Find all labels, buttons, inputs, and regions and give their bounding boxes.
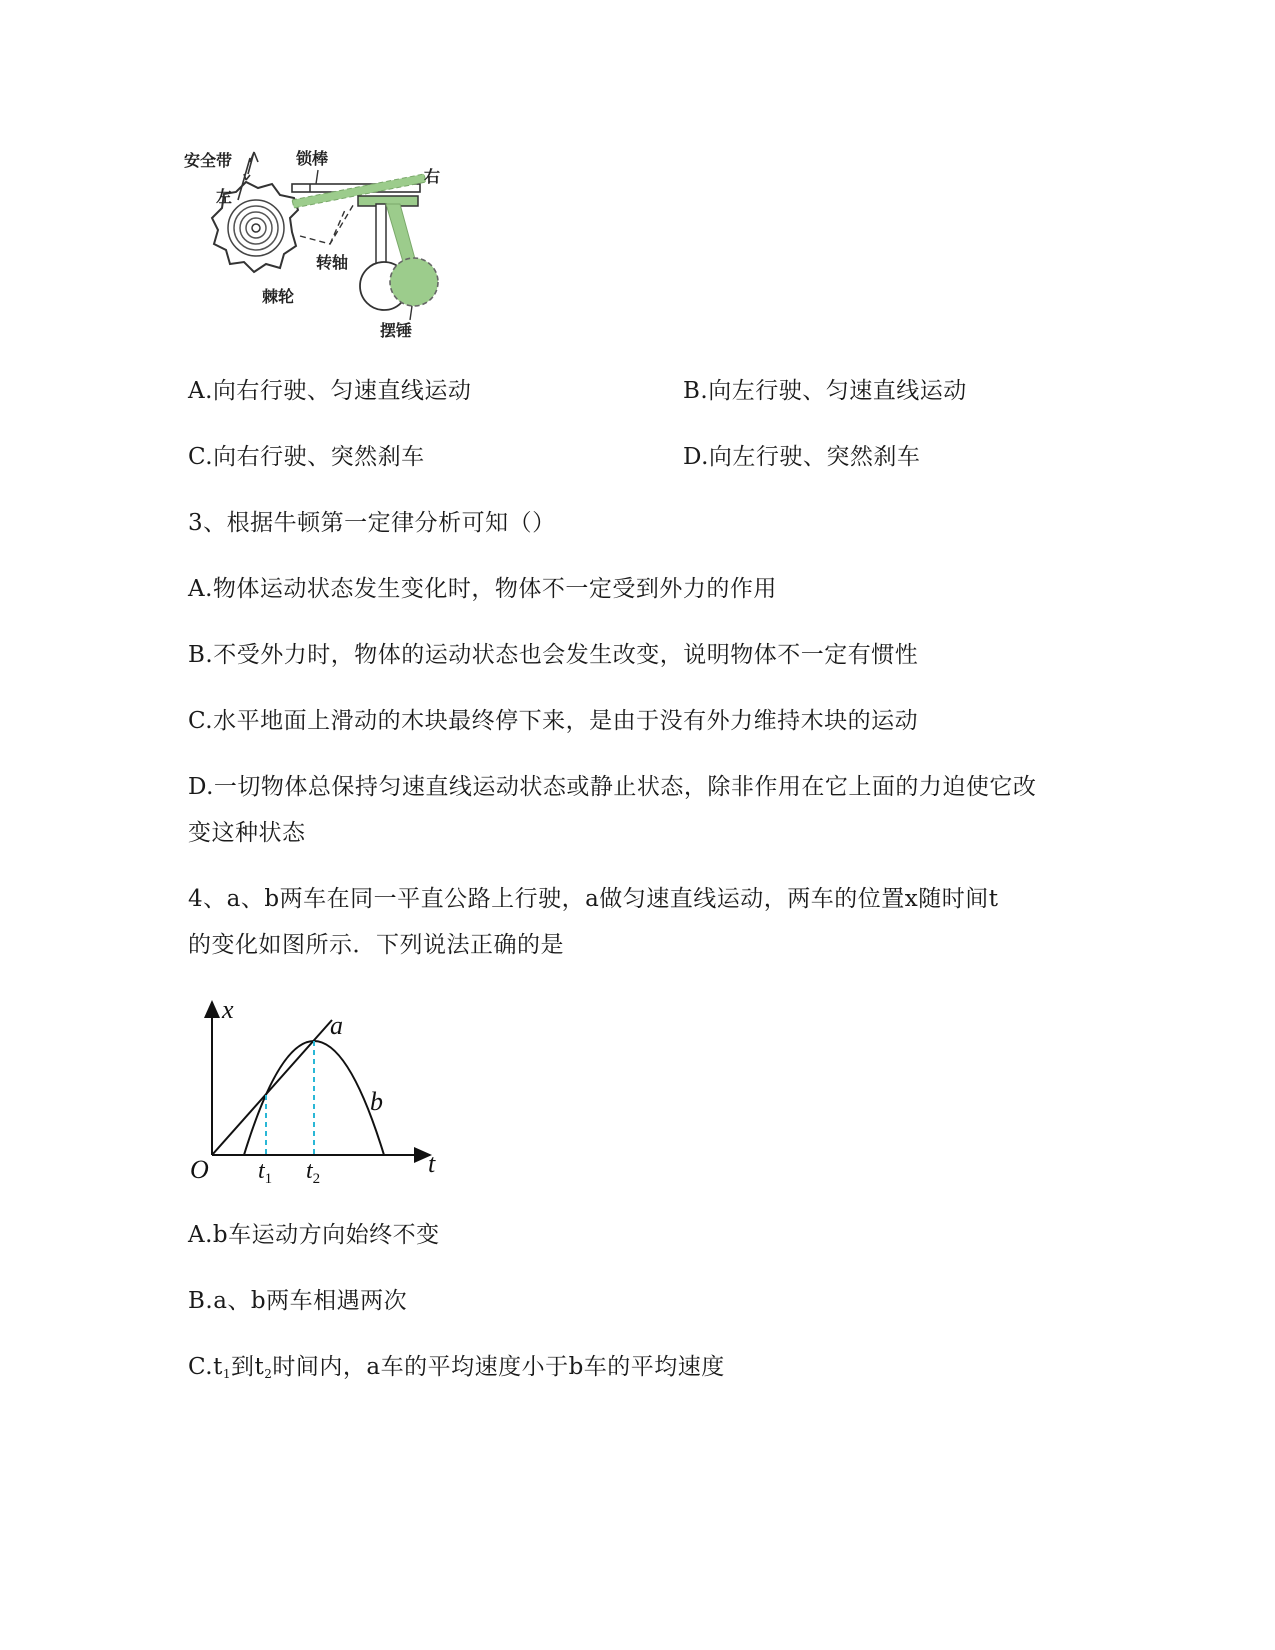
q3-option-a: A.物体运动状态发生变化时，物体不一定受到外力的作用 — [188, 576, 777, 602]
pendulum-rod — [376, 204, 386, 268]
swung-pendulum-ball — [390, 258, 438, 306]
q3-stem: 3、根据牛顿第一定律分析可知（） — [188, 510, 556, 536]
left-label: 左 — [216, 187, 233, 206]
q3-option-d-line1: D.一切物体总保持匀速直线运动状态或静止状态，除非作用在它上面的力迫使它改 — [188, 774, 1037, 800]
q4-option-b: B.a、b两车相遇两次 — [188, 1288, 408, 1314]
origin-label: O — [190, 1155, 209, 1184]
lock-bar-label: 锁棒 — [296, 149, 329, 168]
t1-label — [258, 1158, 272, 1187]
t2-letter: t — [306, 1158, 313, 1184]
axle-label: 转轴 — [316, 253, 349, 272]
q3-option-d-line2: 变这种状态 — [188, 820, 306, 846]
q4-option-a: A.b车运动方向始终不变 — [188, 1222, 440, 1248]
belt-arrow-icon — [244, 152, 258, 180]
right-label: 右 — [424, 167, 441, 186]
q4-c-suffix: 时间内，a车的平均速度小于b车的平均速度 — [272, 1354, 725, 1380]
t2-label — [306, 1158, 320, 1187]
t1-subscript: 1 — [264, 1171, 273, 1187]
seatbelt-mechanism-figure — [180, 140, 480, 350]
q3-option-c: C.水平地面上滑动的木块最终停下来，是由于没有外力维持木块的运动 — [188, 708, 919, 734]
q2-option-a: A.向右行驶、匀速直线运动 — [188, 378, 472, 404]
q4-stem-line1: 4、a、b两车在同一平直公路上行驶，a做匀速直线运动，两车的位置x随时间t — [188, 886, 999, 912]
y-axis-label: x — [222, 1000, 234, 1024]
ratchet-label: 棘轮 — [262, 287, 295, 306]
pendulum-label: 摆锤 — [380, 321, 413, 340]
belt-label: 安全带 — [184, 151, 233, 170]
axle-dashes — [300, 202, 355, 244]
t2-subscript: 2 — [312, 1171, 321, 1187]
t1-letter: t — [258, 1158, 265, 1184]
q4-c-mid: 到t — [230, 1354, 265, 1380]
q2-option-d: D.向左行驶、突然刹车 — [683, 444, 921, 470]
q2-option-b: B.向左行驶、匀速直线运动 — [683, 378, 967, 404]
q2-option-c: C.向右行驶、突然刹车 — [188, 444, 425, 470]
position-time-graph — [190, 1000, 460, 1200]
q3-option-b: B.不受外力时，物体的运动状态也会发生改变，说明物体不一定有惯性 — [188, 642, 919, 668]
line-a-label: a — [330, 1011, 343, 1040]
q4-stem-line2: 的变化如图所示．下列说法正确的是 — [188, 932, 564, 958]
q4-option-c — [188, 1352, 725, 1389]
q4-c-sub1: 1 — [222, 1367, 231, 1381]
q4-c-sub2: 2 — [264, 1367, 273, 1381]
q4-c-prefix: C.t — [188, 1354, 223, 1380]
curve-b-label: b — [370, 1087, 383, 1116]
x-axis-label: t — [428, 1149, 436, 1178]
